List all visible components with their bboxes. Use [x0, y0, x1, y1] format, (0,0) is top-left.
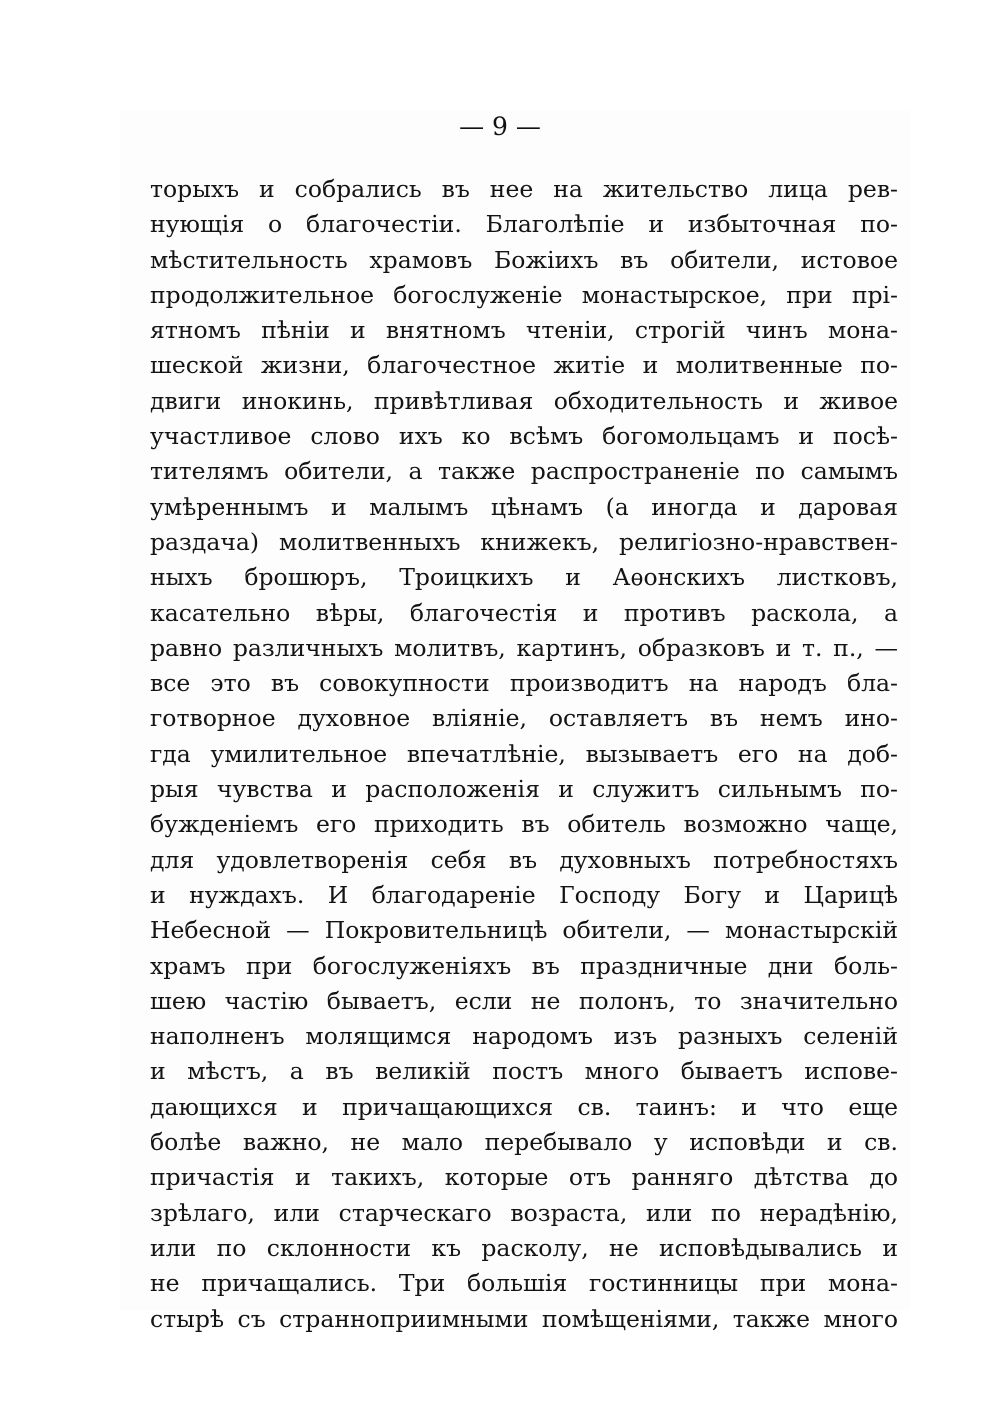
text-line-23: храмъ при богослуженіяхъ въ праздничные дни боль-	[150, 951, 898, 980]
text-line-1: торыхъ и собрались въ нее на жительство лица рев-	[150, 175, 898, 203]
text-line-19: бужденіемъ его приходить въ обитель возможно чаще,	[150, 810, 898, 839]
text-line-33: стырѣ съ странноприимными помѣщеніями, также много	[150, 1304, 898, 1333]
text-line-25: наполненъ молящимся народомъ изъ разныхъ селеній	[150, 1022, 898, 1051]
text-line-2: нующія о благочестіи. Благолѣпіе и избыточная по-	[150, 210, 898, 239]
text-line-24: шею частію бываетъ, если не полонъ, то значительно	[150, 986, 898, 1015]
text-line-4: продолжительное богослуженіе монастырское, при прі-	[150, 280, 898, 309]
text-line-31: или по склонности къ расколу, не исповѣдывались и	[150, 1233, 898, 1262]
text-line-10: умѣреннымъ и малымъ цѣнамъ (а иногда и даровая	[150, 492, 898, 521]
text-line-16: готворное духовное вліяніе, оставляетъ въ немъ ино-	[150, 704, 898, 733]
text-line-11: раздача) молитвенныхъ книжекъ, религіозно-нравствен-	[150, 527, 898, 556]
text-line-17: гда умилительное впечатлѣніе, вызываетъ его на доб-	[150, 739, 898, 768]
text-line-26: и мѣстъ, а въ великій постъ много бываетъ испове-	[150, 1057, 898, 1086]
text-line-7: двиги инокинь, привѣтливая обходительность и живое	[150, 386, 898, 415]
text-line-20: для удовлетворенія себя въ духовныхъ потребностяхъ	[150, 845, 898, 874]
text-line-21: и нуждахъ. И благодареніе Господу Богу и Царицѣ	[150, 880, 898, 909]
text-line-29: причастія и такихъ, которые отъ ранняго дѣтства до	[150, 1163, 898, 1192]
text-line-9: тителямъ обители, а также распространеніе по самымъ	[150, 457, 898, 486]
text-line-13: касательно вѣры, благочестія и противъ раскола, а	[150, 598, 898, 627]
text-line-3: мѣстительность храмовъ Божіихъ въ обители, истовое	[150, 245, 898, 274]
text-line-32: не причащались. Три большія гостинницы при мона-	[150, 1269, 898, 1298]
page-number: — 9 —	[459, 112, 541, 141]
text-line-30: зрѣлаго, или старческаго возраста, или по нерадѣнію,	[150, 1198, 898, 1227]
text-line-22: Небесной — Покровительницѣ обители, — монастырскій	[150, 916, 898, 945]
text-line-8: участливое слово ихъ ко всѣмъ богомольцамъ и посѣ-	[150, 422, 898, 451]
text-line-14: равно различныхъ молитвъ, картинъ, образковъ и т. п., —	[150, 633, 898, 662]
text-line-15: все это въ совокупности производитъ на народъ бла-	[150, 669, 898, 698]
text-line-27: дающихся и причащающихся св. таинъ: и что еще	[150, 1092, 898, 1121]
text-line-18: рыя чувства и расположенія и служитъ сильнымъ по-	[150, 775, 898, 804]
body-text	[150, 172, 898, 1337]
text-line-28: болѣе важно, не мало перебывало у исповѣди и св.	[150, 1128, 898, 1157]
text-line-12: ныхъ брошюръ, Троицкихъ и Аѳонскихъ листковъ,	[150, 563, 898, 592]
text-line-5: ятномъ пѣніи и внятномъ чтеніи, строгій чинъ мона-	[150, 316, 898, 345]
text-line-6: шеской жизни, благочестное житіе и молитвенные по-	[150, 351, 898, 380]
